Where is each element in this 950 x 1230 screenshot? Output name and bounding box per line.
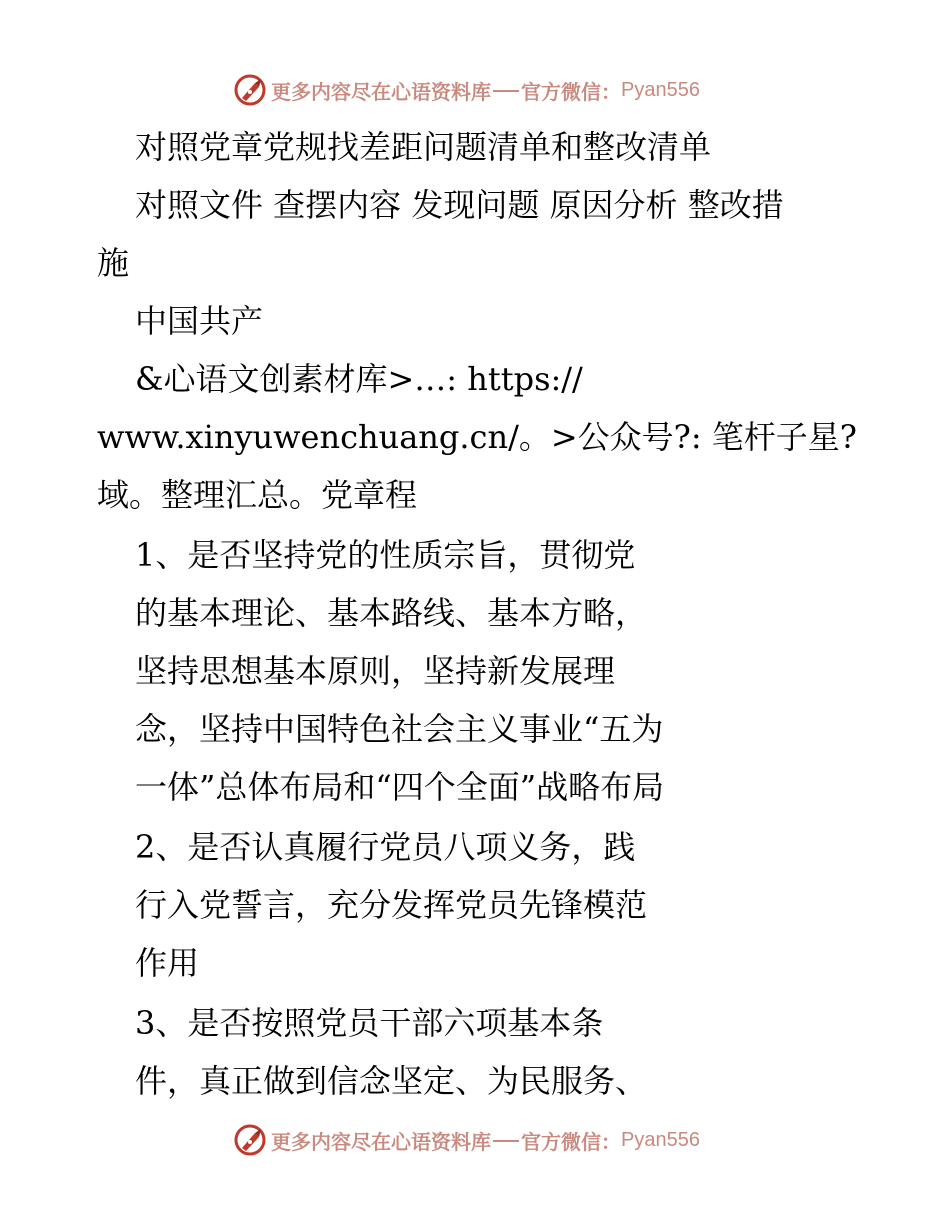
banner-dash [493,90,519,92]
doc-line: 1、是否坚持党的性质宗旨，贯彻党 [135,536,636,574]
doc-line: 域。整理汇总。党章程 [97,476,418,514]
doc-line: www.xinyuwenchuang.cn/。>公众号?: 笔杆子星? [97,418,857,456]
doc-line: 念，坚持中国特色社会主义事业“五为 [135,710,664,748]
doc-line: 作用 [135,944,200,982]
doc-line: &心语文创素材库>…: https:// [135,360,583,398]
banner-wechat-label: 官方微信： [521,1129,621,1154]
banner-site-text: 更多内容尽在心语资料库 [271,1129,491,1154]
doc-line: 件，真正做到信念坚定、为民服务、 [135,1062,648,1100]
pen-nib-logo-icon [233,73,267,107]
banner-wechat-label: 官方微信： [521,79,621,104]
footer-banner [0,1120,950,1160]
doc-line: 坚持思想基本原则，坚持新发展理 [135,652,616,690]
doc-line: 行入党誓言，充分发挥党员先锋模范 [135,886,648,924]
header-banner [0,70,950,110]
doc-line: 一体”总体布局和“四个全面”战略布局 [135,768,665,806]
doc-line: 中国共产 [135,302,264,340]
banner-wechat-id: Pyan556 [621,1128,700,1151]
doc-line: 2、是否认真履行党员八项义务，践 [135,828,636,866]
doc-line: 3、是否按照党员干部六项基本条 [135,1004,604,1042]
banner-site-text: 更多内容尽在心语资料库 [271,79,491,104]
doc-title: 对照党章党规找差距问题清单和整改清单 [135,128,712,166]
doc-line: 施 [97,244,130,282]
doc-line: 对照文件 查摆内容 发现问题 原因分析 整改措 [135,186,784,224]
pen-nib-logo-icon [233,1123,267,1157]
banner-dash [493,1140,519,1142]
banner-wechat-id: Pyan556 [621,78,700,101]
doc-line: 的基本理论、基本路线、基本方略， [135,594,648,632]
